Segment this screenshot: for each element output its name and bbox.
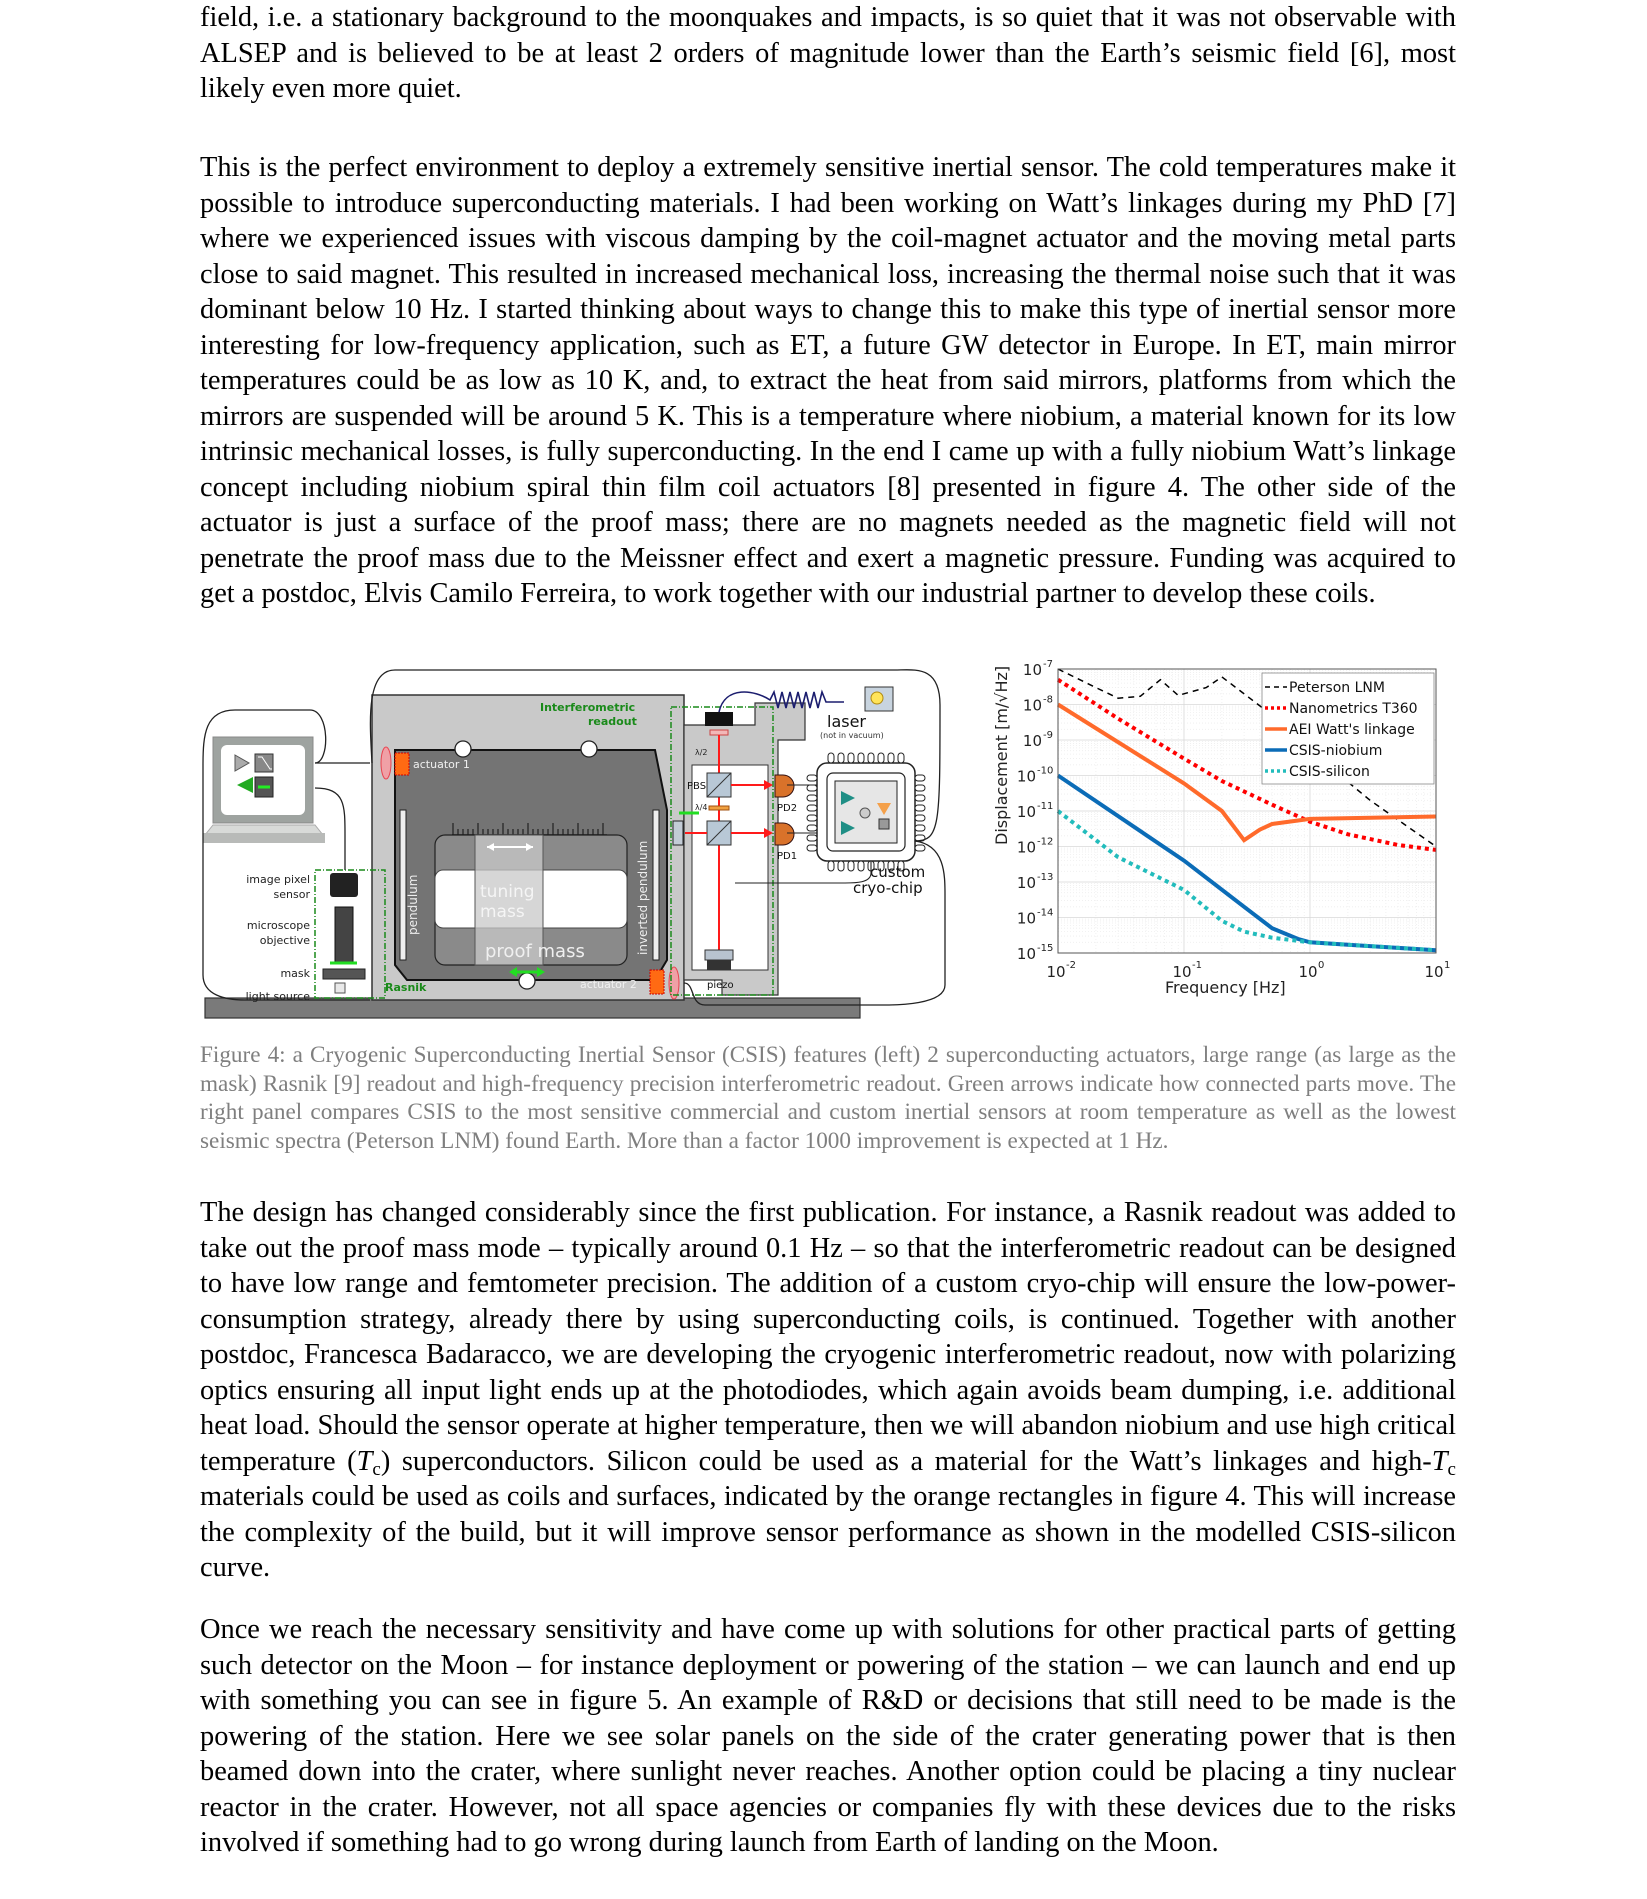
light-source-icon (335, 983, 345, 993)
y-tick-exponent: -8 (1043, 694, 1053, 706)
series-line (1058, 776, 1436, 951)
y-tick-exponent: -14 (1037, 907, 1054, 919)
actuator-1-label: actuator 1 (413, 758, 470, 771)
x-tick-exponent: -1 (1192, 960, 1202, 971)
fiber-collimator (705, 712, 733, 726)
actuator-2 (650, 970, 664, 994)
paragraph-3-part-3: materials could be used as coils and surfaces, indicated by the orange rectangles in figure 4. This will increase the complexity of the build, but it will improve sensor performance as shown in the modelled CSIS-silicon curve. (200, 1481, 1456, 1583)
tc-symbol: T (356, 1445, 373, 1477)
pd1-label: PD1 (777, 851, 798, 862)
legend-entry: AEI Watt's linkage (1289, 722, 1415, 738)
inverted-pendulum-rod (653, 810, 659, 960)
rasnik-label: Rasnik (385, 981, 427, 994)
laser-note: (not in vacuum) (820, 731, 884, 740)
paragraph-3 (200, 1195, 1456, 1586)
legend-entry: CSIS-niobium (1289, 743, 1383, 759)
chart-legend (1262, 673, 1434, 784)
paragraph-4: Once we reach the necessary sensitivity and have come up with solutions for other practical parts of getting such detector on the Moon – for instance deployment or powering of the station – we can launch and end up with something you can see in figure 5. An example of R&D or decisions that still need to be made is the powering of the station. Here we see solar panels on the side of the crater generating power that is then beamed down into the crater, where sunlight never reaches. Another option could be placing a tiny nuclear reactor in the crater. However, not all space agencies or companies fly with these devices due to the risks involved if something had to go wrong during launch from Earth of landing on the Moon. (200, 1614, 1456, 1858)
pd2-icon (775, 775, 794, 797)
y-tick-label: 10 (1016, 803, 1036, 821)
pd2-label: PD2 (777, 803, 798, 814)
quarter-wave-plate (709, 806, 729, 810)
piezo-mirror (705, 950, 733, 960)
noise-chart (965, 645, 1465, 1025)
paragraph-2: This is the perfect environment to deploy a extremely sensitive inertial sensor. The cold temperatures make it possible to introduce superconducting materials. I had been working on Watt’s linkages during my PhD [7] where we experienced issues with viscous damping by the coil-magnet actuator and the moving metal parts close to said magnet. This resulted in increased mechanical loss, increasing the thermal noise such that it was dominant below 10 Hz. I started thinking about ways to change this to make this type of inertial sensor more interesting for low-frequency application, such as ET, a future GW detector in Europe. In ET, main mirror temperatures could be as low as 10 K, and, to extract the heat from said mirrors, platforms from which the mirrors are suspended will be around 5 K. This is a temperature where niobium, a material known for its low intrinsic mechanical losses, is fully superconducting. In the end I came up with a fully niobium Watt’s linkage concept including niobium spiral thin film coil actuators [8] presented in figure 4. The other side of the actuator is just a surface of the proof mass; there are no magnets needed as the magnetic field will not penetrate the proof mass due to the Meissner effect and exert a magnetic pressure. Funding was acquired to get a postdoc, Elvis Camilo Ferreira, to work together with our industrial partner to develop these coils. (200, 152, 1456, 609)
tc-symbol: T (1431, 1445, 1448, 1477)
y-tick-label: 10 (1022, 732, 1042, 750)
laser-label: laser (827, 712, 867, 731)
x-axis-label: Frequency [Hz] (1165, 978, 1286, 997)
pd1-icon (775, 823, 794, 845)
tc-subscript: c (1447, 1458, 1456, 1480)
wire (315, 788, 345, 870)
y-tick-label: 10 (1016, 945, 1036, 963)
y-tick-label: 10 (1022, 661, 1042, 679)
quarter-wave-label: λ/4 (695, 803, 708, 812)
hinge (455, 741, 471, 757)
interferometric-label-1: Interferometric (540, 701, 636, 714)
cryo-chip-label-1: custom (870, 863, 926, 881)
legend-entry: Peterson LNM (1289, 680, 1385, 696)
piezo-label: piezo (707, 980, 734, 991)
inverted-pendulum-label: inverted pendulum (636, 840, 650, 955)
microscope-icon (335, 907, 353, 962)
test-mirror (673, 821, 683, 845)
y-tick-label: 10 (1016, 838, 1036, 857)
y-axis-label: Displacement [m/√Hz] (992, 665, 1011, 845)
actuator-2-label: actuator 2 (580, 978, 637, 991)
image-pixel-label-2: sensor (273, 888, 310, 901)
x-tick-exponent: 0 (1318, 960, 1325, 971)
interferometric-label-2: readout (588, 715, 637, 728)
y-tick-exponent: -7 (1043, 659, 1053, 670)
y-tick-label: 10 (1016, 909, 1036, 928)
actuator-1 (395, 753, 409, 775)
microscope-label-1: microscope (246, 919, 310, 932)
tuning-mass-label-1: tuning (480, 882, 535, 902)
y-tick-label: 10 (1016, 874, 1036, 892)
piezo-block (707, 960, 731, 970)
x-tick-label: 10 (1298, 963, 1318, 981)
image-sensor-icon (330, 873, 358, 897)
y-tick-exponent: -15 (1037, 943, 1054, 954)
half-wave-label: λ/2 (695, 748, 708, 757)
image-pixel-label-1: image pixel (246, 873, 310, 886)
y-tick-exponent: -13 (1037, 872, 1054, 883)
computer-icon (203, 737, 325, 843)
tc-subscript: c (372, 1458, 381, 1480)
y-tick-exponent: -11 (1037, 801, 1054, 812)
cryo-chip-label-2: cryo-chip (853, 879, 923, 897)
y-tick-labels (1017, 659, 1053, 963)
csis-diagram (195, 645, 965, 1025)
x-tick-label: 10 (1424, 963, 1444, 981)
paragraph-1: field, i.e. a stationary background to the moonquakes and impacts, is so quiet that it was not observable with ALSEP and is believed to be at least 2 orders of magnitude lower than the Earth’s seismic field [6], most likely even more quiet. (200, 2, 1456, 104)
microscope-label-2: objective (259, 934, 310, 947)
hinge (581, 741, 597, 757)
hinge (519, 973, 535, 989)
cryo-chip (817, 763, 915, 861)
pendulum-label: pendulum (406, 874, 420, 935)
y-tick-exponent: -12 (1037, 836, 1054, 848)
legend-entry: CSIS-silicon (1289, 764, 1370, 780)
light-source-label: light source (245, 990, 310, 1003)
coil-icon (381, 747, 391, 779)
x-tick-exponent: 1 (1444, 960, 1451, 971)
paragraph-3-part-1: The design has changed considerably since the first publication. For instance, a Rasnik readout was added to take out the proof mass mode – typically around 0.1 Hz – so that the interferometric readout can be designed to have low range and femtometer precision. The addition of a custom cryo-chip will ensure the low-power-consumption strategy, already there by using superconducting coils, is continued. Together with another postdoc, Francesca Badaracco, we are developing the cryogenic interferometric readout, now with polarizing optics ensuring all input light ends up at the photodiodes, which again avoids beam dumping, i.e. additional heat load. Should the sensor operate at higher temperature, then we will abandon niobium and use high critical temperature ( (200, 1197, 1456, 1477)
tuning-mass-label-2: mass (480, 902, 525, 922)
y-tick-label: 10 (1022, 696, 1042, 715)
y-tick-exponent: -10 (1037, 765, 1054, 777)
y-tick-exponent: -9 (1043, 730, 1053, 741)
figure-caption: Figure 4: a Cryogenic Superconducting Inertial Sensor (CSIS) features (left) 2 superconducting actuators, large range (as large as the mask) Rasnik [9] readout and high-frequency precision interferometric readout. Green arrows indicate how connected parts move. The right panel compares CSIS to the most sensitive commercial and custom inertial sensors at room temperature as well as the lowest seismic spectra (Peterson LNM) found Earth. More than a factor 1000 improvement is expected at 1 Hz. (200, 1042, 1456, 1154)
y-tick-label: 10 (1016, 767, 1036, 786)
x-tick-exponent: -2 (1066, 960, 1076, 971)
paragraph-3-part-2: ) superconductors. Silicon could be used as a material for the Watt’s linkages and high- (380, 1445, 1432, 1477)
figure-4 (195, 645, 1465, 1025)
proof-mass-label: proof mass (485, 941, 585, 962)
mask-label: mask (280, 967, 310, 980)
mask-icon (323, 969, 365, 979)
series-line (1058, 811, 1436, 950)
legend-entry: Nanometrics T360 (1289, 701, 1418, 717)
pbs-label: PBS (687, 781, 707, 792)
x-tick-label: 10 (1046, 963, 1066, 981)
x-tick-label: 10 (1172, 963, 1192, 981)
